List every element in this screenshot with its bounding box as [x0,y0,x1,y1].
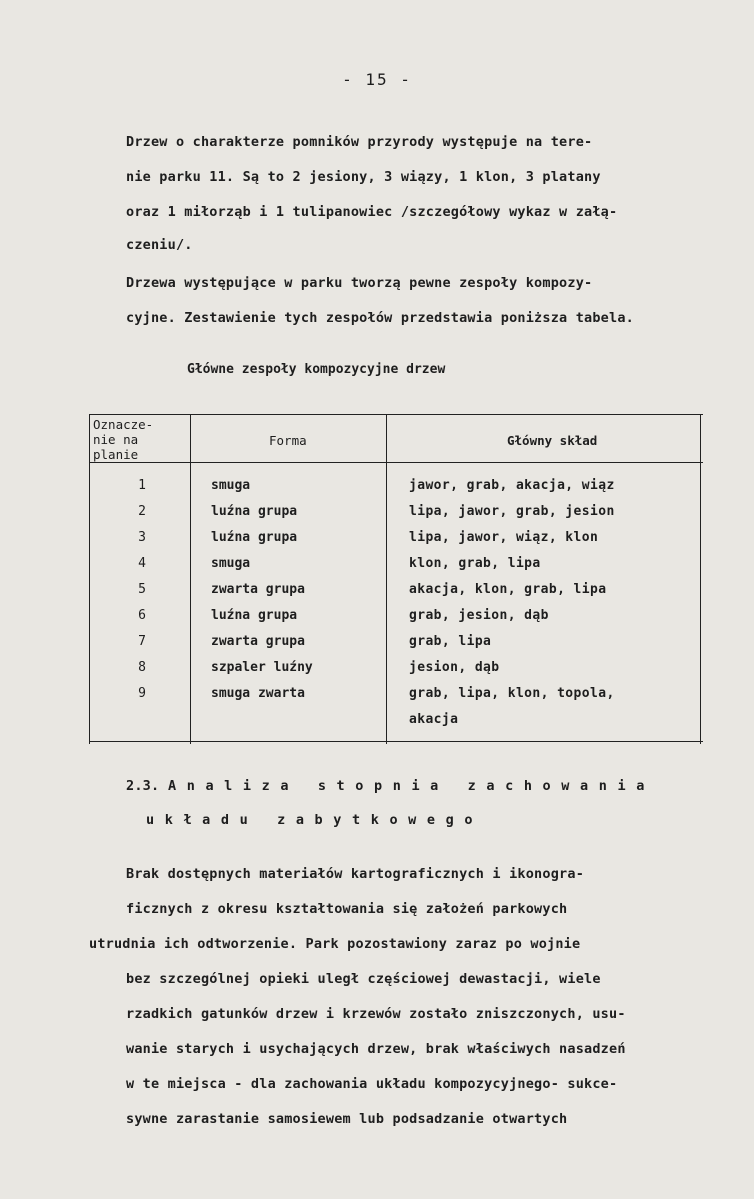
header-oznaczenie-3: planie [93,447,139,462]
row-9-id: 9 [138,686,146,701]
row-6-sklad: grab, jesion, dąb [409,608,549,623]
row-9-sklad-1: grab, lipa, klon, topola, [409,686,615,701]
intro-line-5: Drzewa występujące w parku tworzą pewne zespoły kompozy- [126,275,593,291]
section-title-line-2: układu zabytkowego [146,812,484,828]
table-border-right [700,414,701,744]
header-glowny-sklad: Główny skład [507,433,598,448]
section-title-line-1: Analiza stopnia zachowania [168,778,655,794]
row-2-id: 2 [138,504,146,519]
table-border-bottom [89,741,703,742]
row-5-sklad: akacja, klon, grab, lipa [409,582,607,597]
table-border-top [89,414,703,415]
row-6-id: 6 [138,608,146,623]
body-line-3: utrudnia ich odtworzenie. Park pozostawiony zaraz po wojnie [89,936,581,952]
body-line-8: sywne zarastanie samosiewem lub podsadzanie otwartych [126,1111,568,1127]
row-4-forma: smuga [211,556,251,571]
body-line-5: rzadkich gatunków drzew i krzewów zostało zniszczonych, usu- [126,1006,626,1022]
composition-table [89,414,703,744]
row-3-forma: luźna grupa [211,530,298,545]
header-oznaczenie-1: Oznacze- [93,417,154,432]
row-7-sklad: grab, lipa [409,634,492,649]
row-2-forma: luźna grupa [211,504,298,519]
body-line-7: w te miejsca - dla zachowania układu kompozycyjnego- sukce- [126,1076,618,1092]
table-header-rule [89,462,703,463]
body-line-6: wanie starych i usychających drzew, brak właściwych nasadzeń [126,1041,626,1057]
intro-line-1: Drzew o charakterze pomników przyrody występuje na tere- [126,134,593,150]
row-9-forma: smuga zwarta [211,686,305,701]
row-7-forma: zwarta grupa [211,634,305,649]
row-8-forma: szpaler luźny [211,660,313,675]
row-6-forma: luźna grupa [211,608,298,623]
body-line-2: ficznych z okresu kształtowania się założeń parkowych [126,901,568,917]
row-8-id: 8 [138,660,146,675]
body-line-4: bez szczególnej opieki uległ częściowej dewastacji, wiele [126,971,601,987]
header-forma: Forma [269,433,307,448]
row-4-sklad: klon, grab, lipa [409,556,541,571]
row-1-sklad: jawor, grab, akacja, wiąz [409,478,615,493]
row-5-id: 5 [138,582,146,597]
intro-line-4: czeniu/. [126,237,193,253]
section-number: 2.3. [126,778,160,794]
table-divider-2 [386,414,387,744]
intro-line-3: oraz 1 miłorząb i 1 tulipanowiec /szczegółowy wykaz w załą- [126,204,618,220]
row-1-id: 1 [138,478,146,493]
row-3-id: 3 [138,530,146,545]
body-line-1: Brak dostępnych materiałów kartograficznych i ikonogra- [126,866,585,882]
row-9-sklad-2: akacja [409,712,459,727]
row-5-forma: zwarta grupa [211,582,305,597]
row-1-forma: smuga [211,478,251,493]
intro-line-2: nie parku 11. Są to 2 jesiony, 3 wiązy, 1 klon, 3 platany [126,169,601,185]
intro-line-6: cyjne. Zestawienie tych zespołów przedstawia poniższa tabela. [126,310,634,326]
row-4-id: 4 [138,556,146,571]
row-8-sklad: jesion, dąb [409,660,500,675]
row-3-sklad: lipa, jawor, wiąz, klon [409,530,599,545]
row-2-sklad: lipa, jawor, grab, jesion [409,504,615,519]
table-caption: Główne zespoły kompozycyjne drzew [187,362,446,377]
page-number: - 15 - [342,70,412,89]
header-oznaczenie-2: nie na [93,432,139,447]
table-border-left [89,414,90,744]
row-7-id: 7 [138,634,146,649]
